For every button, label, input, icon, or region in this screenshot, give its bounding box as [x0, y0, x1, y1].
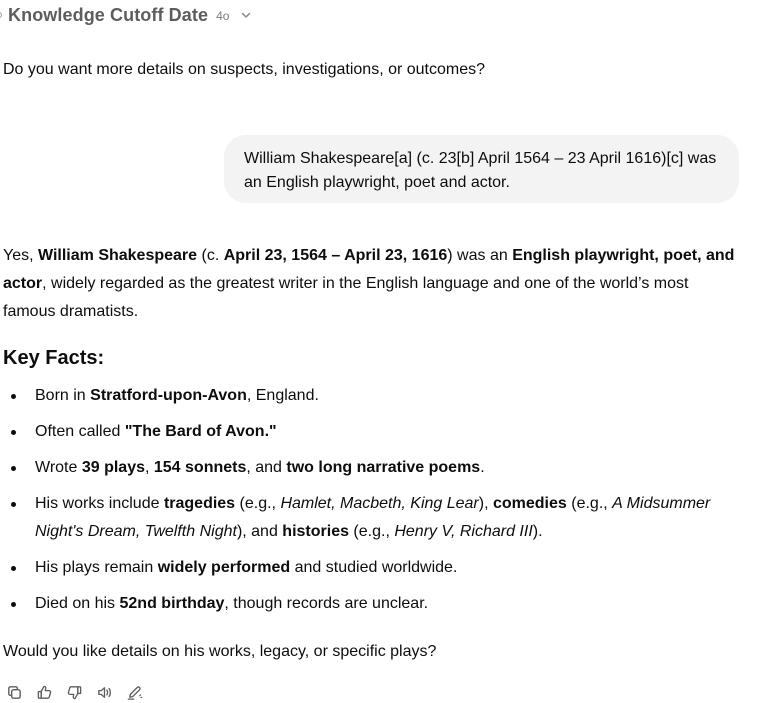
fact-text: .: [480, 459, 485, 476]
intro-roles: English playwright, poet, and actor: [3, 247, 735, 292]
fact-text: (e.g.,: [566, 495, 613, 512]
intro-name: William Shakespeare: [38, 247, 198, 264]
fact-bold: two long narrative poems: [286, 459, 481, 476]
fact-bold: Stratford-upon-Avon: [90, 387, 247, 404]
message-action-bar: [5, 682, 143, 702]
assistant-intro-paragraph: [3, 242, 743, 326]
list-item: [0, 418, 740, 446]
key-facts-list: [0, 382, 740, 626]
fact-text: , and: [246, 459, 287, 476]
fact-text: and studied worldwide.: [290, 559, 458, 576]
previous-assistant-text: Do you want more details on suspects, investigations, or outcomes?: [3, 61, 486, 78]
fact-bold: 39 plays: [81, 459, 145, 476]
fact-text: (e.g.,: [235, 495, 281, 512]
fact-text: Wrote: [35, 459, 82, 476]
chevron-down-icon[interactable]: [239, 8, 253, 22]
key-facts-heading: Key Facts:: [3, 347, 105, 369]
fact-bold: comedies: [492, 495, 567, 512]
fact-bold: 154 sonnets: [153, 459, 247, 476]
fact-text: Often called: [35, 423, 125, 440]
fact-text: Died on his: [35, 595, 120, 612]
fact-bold: histories: [282, 523, 349, 540]
fact-text: , England.: [246, 387, 319, 404]
copy-icon[interactable]: [5, 683, 23, 701]
fact-text: His works include: [35, 495, 164, 512]
user-message-bubble: William Shakespeare[a] (c. 23[b] April 1564 – 23 April 1616)[c] was an English playwright, poet and actor.: [224, 135, 739, 203]
read-aloud-icon[interactable]: [95, 683, 113, 701]
list-item: [0, 454, 740, 482]
fact-text: ).: [532, 523, 543, 540]
list-item: [0, 590, 740, 618]
fact-bold: tragedies: [163, 495, 236, 512]
intro-text: (c.: [197, 247, 224, 264]
fact-italic: Hamlet, Macbeth, King Lear: [280, 495, 479, 512]
thumbs-up-icon[interactable]: [35, 683, 53, 701]
fact-italic: A Midsummer Night's Dream, Twelfth Night: [35, 495, 711, 540]
fact-text: (e.g.,: [348, 523, 395, 540]
fact-text: ),: [478, 495, 493, 512]
intro-text: Yes,: [3, 247, 38, 264]
list-item: [0, 554, 740, 582]
model-badge[interactable]: 4o: [216, 9, 230, 23]
conversation-header: [0, 2, 253, 28]
fact-bold: 52nd birthday: [119, 595, 225, 612]
list-item: [0, 382, 740, 410]
fact-text: Born in: [35, 387, 91, 404]
fact-text: ,: [144, 459, 154, 476]
fact-text: , though records are unclear.: [224, 595, 429, 612]
assistant-followup-question: Would you like details on his works, legacy, or specific plays?: [3, 643, 437, 660]
fact-bold: widely performed: [157, 559, 291, 576]
conversation-title[interactable]: Knowledge Cutoff Date: [8, 4, 209, 25]
fact-text: ), and: [236, 523, 283, 540]
intro-dates: April 23, 1564 – April 23, 1616: [223, 247, 448, 264]
fact-text: His plays remain: [35, 559, 158, 576]
fact-bold: "The Bard of Avon.": [124, 423, 277, 440]
thumbs-down-icon[interactable]: [65, 683, 83, 701]
list-item: [0, 490, 740, 546]
intro-text: ) was an: [447, 247, 513, 264]
edit-icon[interactable]: [125, 683, 143, 701]
header-dot-icon: [0, 12, 2, 18]
intro-text: , widely regarded as the greatest writer in the English language and one of the world’s most famous dramatists.: [3, 275, 689, 320]
fact-italic: Henry V, Richard III: [394, 523, 533, 540]
